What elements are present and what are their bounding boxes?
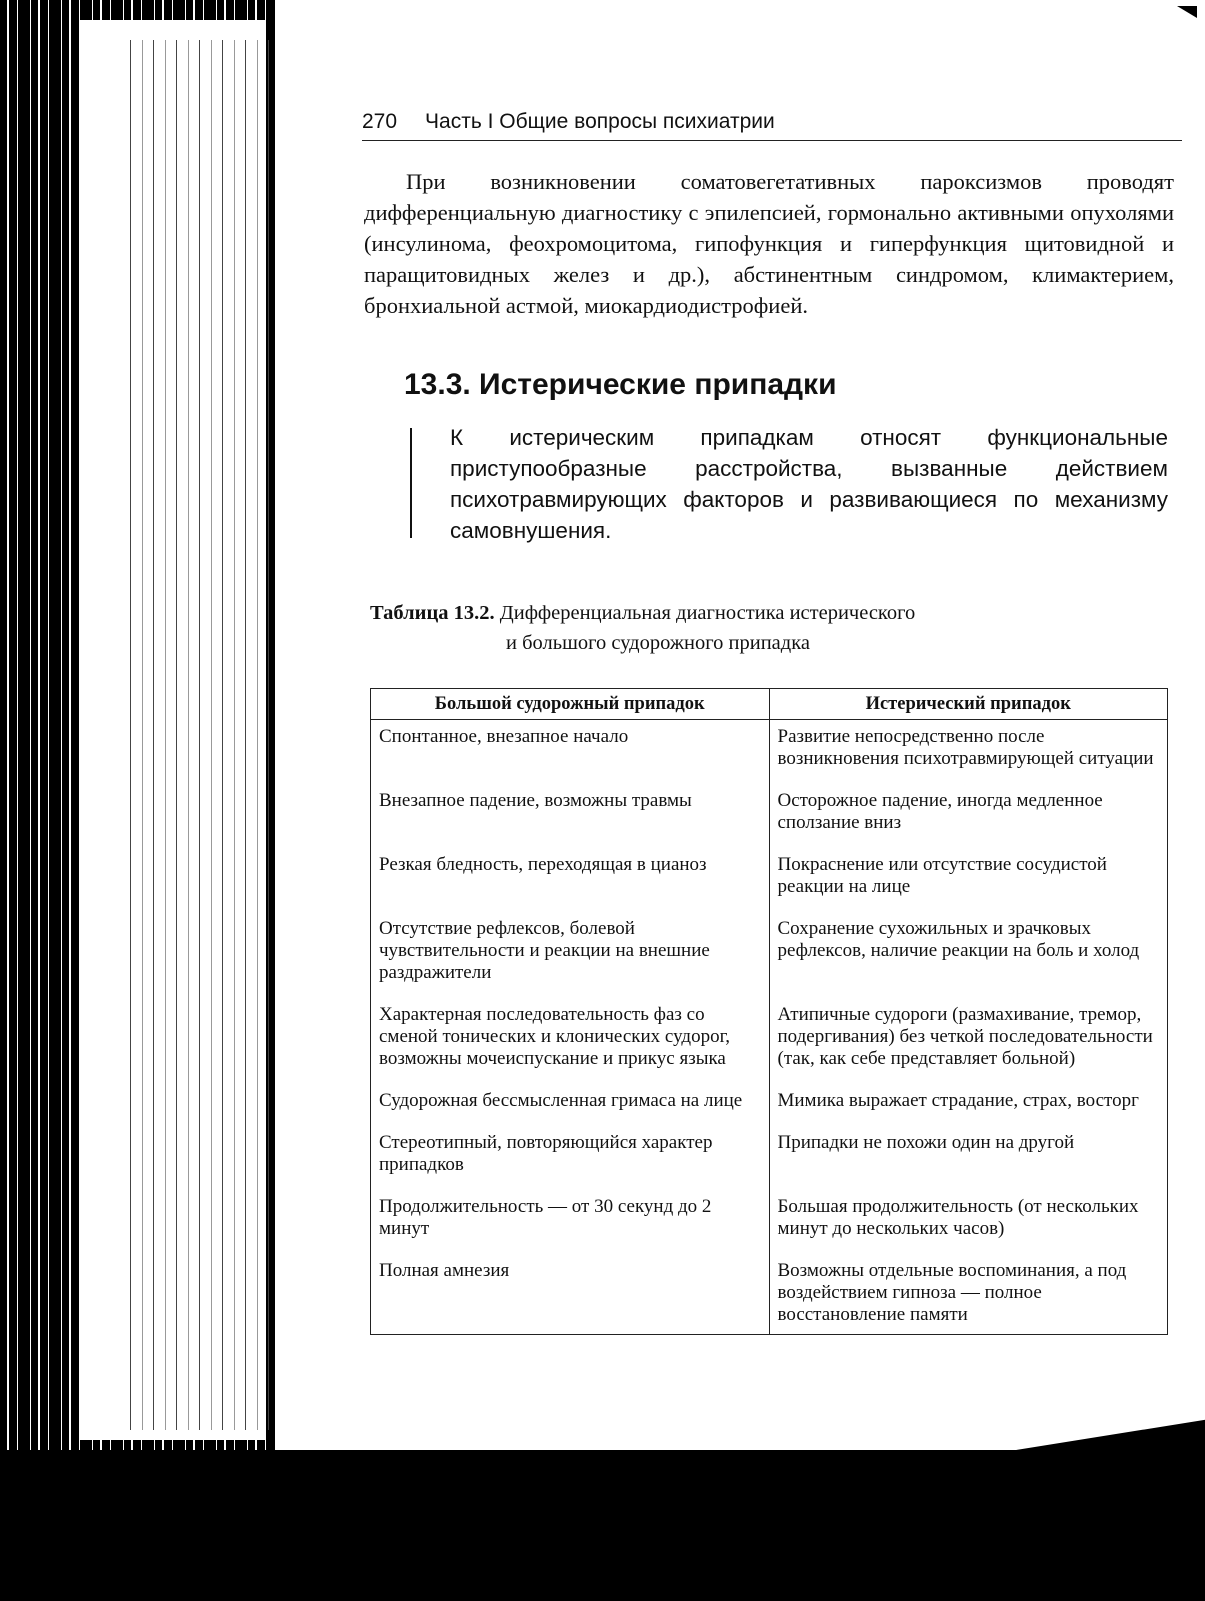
table-cell: Стереотипный, повторяющийся характер припадков <box>371 1126 770 1190</box>
corner-mark <box>1177 6 1197 18</box>
table-cell: Припадки не похожи один на другой <box>769 1126 1168 1190</box>
table-header-cell: Большой судорожный припадок <box>371 689 770 720</box>
table-row <box>371 1254 1168 1335</box>
table-cell: Атипичные судороги (размахивание, тремор, подергивания) без четкой последовательности (так, как себе представляет больной) <box>769 998 1168 1084</box>
table-cell: Сохранение сухожильных и зрачковых рефлексов, наличие реакции на боль и холод <box>769 912 1168 998</box>
section-title: 13.3. Истерические припадки <box>404 368 837 401</box>
table-cell: Продолжительность — от 30 секунд до 2 минут <box>371 1190 770 1254</box>
table-caption-line2: и большого судорожного припадка <box>506 632 810 654</box>
table-row <box>371 1084 1168 1126</box>
table-row <box>371 848 1168 912</box>
table-cell: Покраснение или отсутствие сосудистой реакции на лице <box>769 848 1168 912</box>
table-cell: Спонтанное, внезапное начало <box>371 720 770 785</box>
table-cell: Судорожная бессмысленная гримаса на лице <box>371 1084 770 1126</box>
running-title: Часть I Общие вопросы психиатрии <box>425 110 775 133</box>
table-cell: Большая продолжительность (от нескольких минут до нескольких часов) <box>769 1190 1168 1254</box>
table-caption-label: Таблица 13.2. <box>370 602 495 624</box>
table-row <box>371 1190 1168 1254</box>
intro-paragraph: При возникновении соматовегетативных пароксизмов проводят дифференциальную диагностику с эпилепсией, гормонально активными опухолями (инсулинома, феохромоцитома, гипофункция и гиперфункция щитовидной и паращитовидных желез и др.), абстинентным синдромом, климактерием, бронхиальной астмой, миокардиодистрофией. <box>364 169 1174 318</box>
scan-background <box>0 1450 1205 1601</box>
definition-rule <box>410 428 412 538</box>
diagnosis-table <box>370 688 1168 1335</box>
table-row <box>371 912 1168 998</box>
table-cell: Отсутствие рефлексов, болевой чувствительности и реакции на внешние раздражители <box>371 912 770 998</box>
table-cell: Мимика выражает страдание, страх, восторг <box>769 1084 1168 1126</box>
page-stack-lines <box>120 40 270 1430</box>
table-cell: Резкая бледность, переходящая в цианоз <box>371 848 770 912</box>
table-row <box>371 998 1168 1084</box>
table-cell: Полная амнезия <box>371 1254 770 1335</box>
table-cell: Характерная последовательность фаз со сменой тонических и клонических судорог, возможны мочеиспускание и прикус языка <box>371 998 770 1084</box>
table-row <box>371 1126 1168 1190</box>
table-caption-line1: Дифференциальная диагностика истерического <box>494 602 916 624</box>
table-caption <box>370 598 1170 658</box>
page-number: 270 <box>362 110 398 133</box>
definition-text: К истерическим припадкам относят функциональные приступообразные расстройства, вызванные действием психотравмирующих факторов и развивающиеся по механизму самовнушения. <box>450 425 1168 543</box>
table-cell: Осторожное падение, иногда медленное сползание вниз <box>769 784 1168 848</box>
table-cell: Развитие непосредственно после возникновения психотравмирующей ситуации <box>769 720 1168 785</box>
table-row <box>371 720 1168 785</box>
table-header-row <box>371 689 1168 720</box>
running-header <box>362 110 1182 141</box>
table-cell: Возможны отдельные воспоминания, а под воздействием гипноза — полное восстановление памяти <box>769 1254 1168 1335</box>
table-cell: Внезапное падение, возможны травмы <box>371 784 770 848</box>
table-row <box>371 784 1168 848</box>
table-header-cell: Истерический припадок <box>769 689 1168 720</box>
